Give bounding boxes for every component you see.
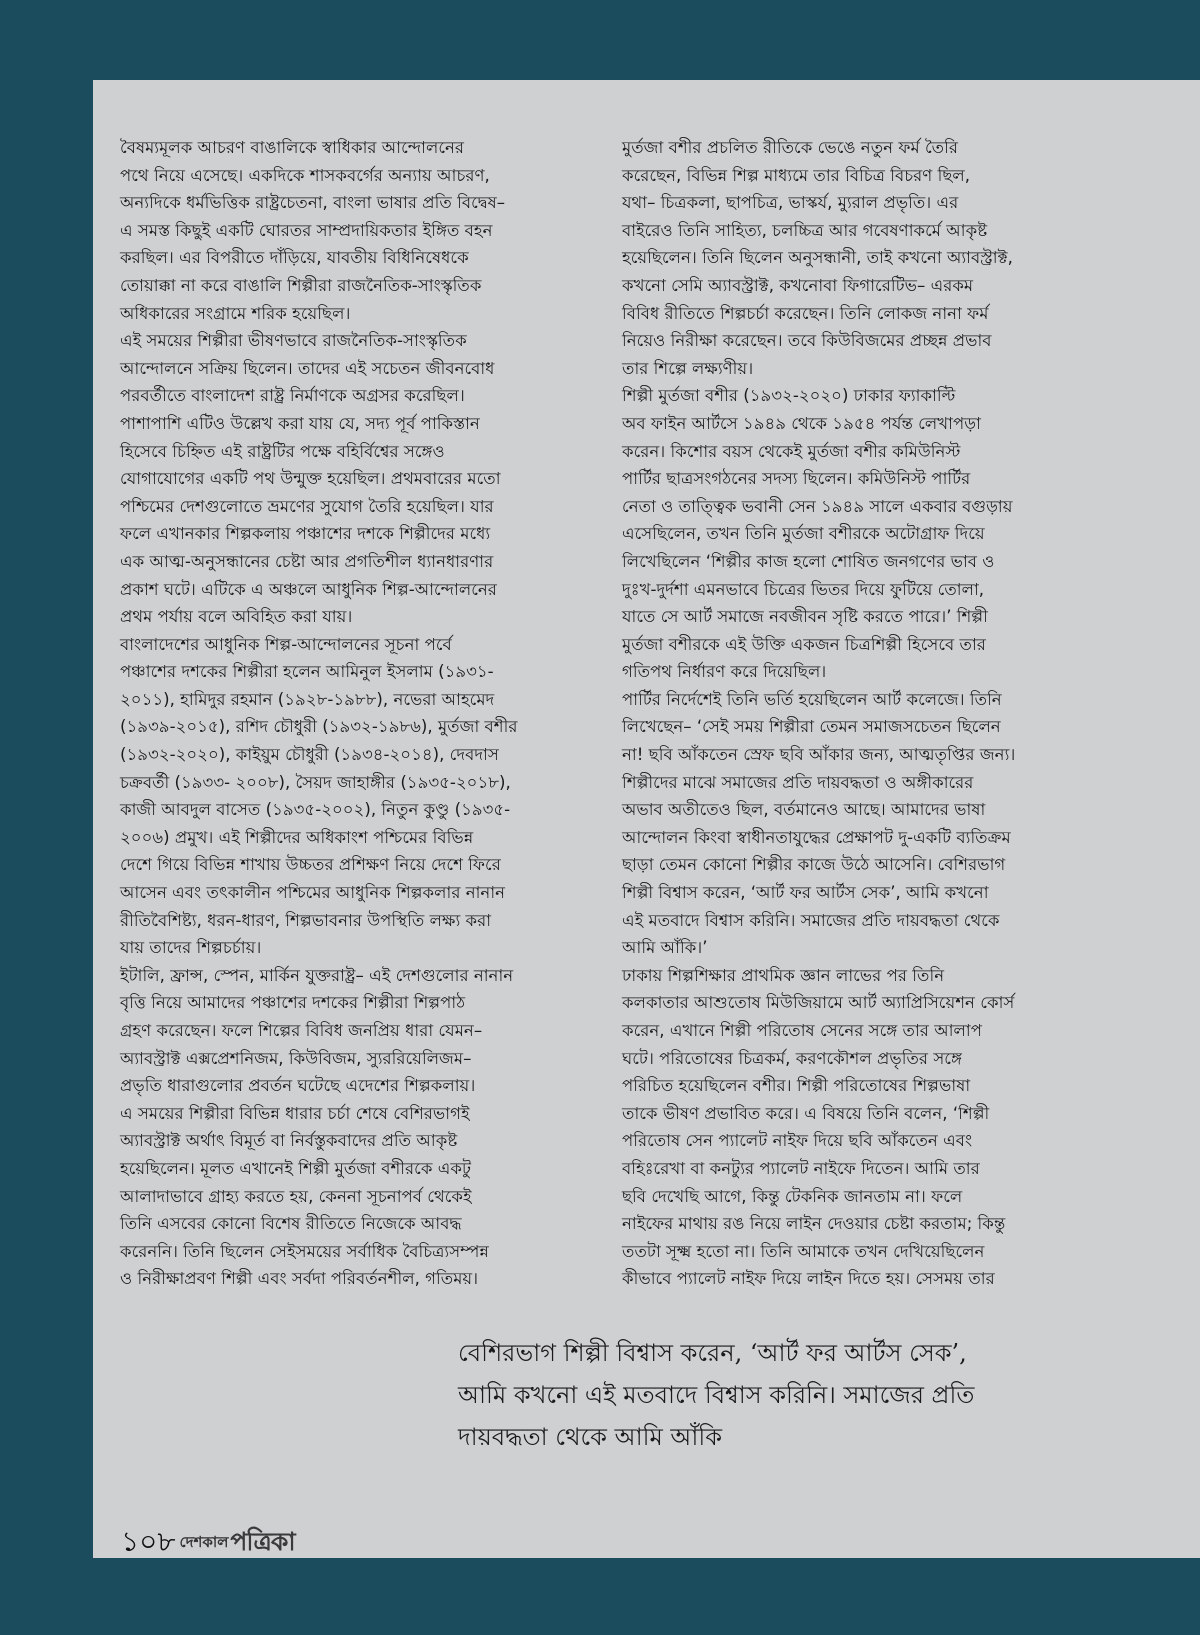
article-text-line: প্রথম পর্যায় বলে অবিহিত করা যায়। [120, 607, 353, 627]
pull-quote [458, 1332, 1158, 1458]
article-text-line: বাংলাদেশের আধুনিক শিল্প-আন্দোলনের সূচনা পর্বে [120, 634, 452, 654]
article-text-line: শিল্পী মুর্তজা বশীর (১৯৩২-২০২০) ঢাকার ফ্যাকাল্টি [622, 386, 956, 406]
article-text-line: ইটালি, ফ্রান্স, স্পেন, মার্কিন যুক্তরাষ্ট্র– এই দেশগুলোর নানান [120, 965, 514, 985]
article-text-line: ২০১১), হামিদুর রহমান (১৯২৮-১৯৮৮), নভেরা আহমেদ [120, 689, 495, 709]
article-text-line: পরিতোষ সেন প্যালেট নাইফ দিয়ে ছবি আঁকতেন এবং [622, 1131, 973, 1151]
article-text-line: করেননি। তিনি ছিলেন সেইসময়ের সর্বাধিক বৈচিত্র্যসম্পন্ন [120, 1241, 489, 1261]
article-text-line: গ্রহণ করেছেন। ফলে শিল্পের বিবিধ জনপ্রিয় ধারা যেমন– [120, 1021, 483, 1040]
article-text-line: শিল্পীদের মাঝে সমাজের প্রতি দায়বদ্ধতা ও অঙ্গীকারের [622, 772, 974, 792]
article-text-line: বাইরেও তিনি সাহিত্য, চলচ্চিত্র আর গবেষণাকর্মে আকৃষ্ট [622, 220, 988, 240]
article-text-line: আলাদাভাবে গ্রাহ্য করতে হয়, কেননা সূচনাপর্ব থেকেই [120, 1186, 472, 1206]
article-text-line: করছিল। এর বিপরীতে দাঁড়িয়ে, যাবতীয় বিধিনিষেধকে [120, 248, 469, 268]
magazine-logo [180, 1522, 295, 1565]
article-text-line: ফলে এখানকার শিল্পকলায় পঞ্চাশের দশকে শিল্পীদের মধ্যে [120, 524, 491, 544]
article-text-line: লিখেছেন– ‘সেই সময় শিল্পীরা তেমন সমাজসচেতন ছিলেন [622, 717, 1001, 737]
article-text-line: ২০০৬) প্রমুখ। এই শিল্পীদের অধিকাংশ পশ্চিমের বিভিন্ন [120, 827, 474, 847]
article-text-line: করেন, এখানে শিল্পী পরিতোষ সেনের সঙ্গে তার আলাপ [622, 1021, 983, 1040]
page-number: ১০৮ [121, 1525, 176, 1558]
article-text-line: যথা– চিত্রকলা, ছাপচিত্র, ভাস্কর্য, ম্যুরাল প্রভৃতি। এর [622, 193, 959, 213]
article-text-line: (১৯৩২-২০২০), কাইয়ুম চৌধুরী (১৯৩৪-২০১৪), দেবদাস [120, 745, 499, 765]
article-text-line: অভাব অতীতেও ছিল, বর্তমানেও আছে। আমাদের ভাষা [622, 800, 986, 820]
article-text-line: ঘটে। পরিতোষের চিত্রকর্ম, করণকৌশল প্রভৃতির সঙ্গে [622, 1048, 962, 1068]
article-text-line: হয়েছিলেন। মূলত এখানেই শিল্পী মুর্তজা বশীরকে একটু [120, 1158, 472, 1178]
article-text-line: এই সময়ের শিল্পীরা ভীষণভাবে রাজনৈতিক-সাংস্কৃতিক [120, 331, 467, 351]
article-text-line: আসেন এবং তৎকালীন পশ্চিমের আধুনিক শিল্পকলার নানান [120, 883, 506, 903]
article-text-line: কীভাবে প্যালেট নাইফ দিয়ে লাইন দিতে হয়। সেসময় তার [622, 1269, 995, 1289]
article-text-line: প্রভৃতি ধারাগুলোর প্রবর্তন ঘটেছে এদেশের শিল্পকলায়। [120, 1076, 476, 1096]
article-text-line: ছবি দেখেছি আগে, কিন্তু টেকনিক জানতাম না। ফলে [622, 1186, 963, 1206]
article-text-line: পঞ্চাশের দশকের শিল্পীরা হলেন আমিনুল ইসলাম (১৯৩১- [120, 662, 494, 682]
article-text-line: তাকে ভীষণ প্রভাবিত করে। এ বিষয়ে তিনি বলেন, ‘শিল্পী [622, 1103, 990, 1123]
article-text-line: ততটা সূক্ষ্ম হতো না। তিনি আমাকে তখন দেখিয়েছিলেন [622, 1241, 985, 1261]
article-text-line: অব ফাইন আর্টসে ১৯৪৯ থেকে ১৯৫৪ পর্যন্ত লেখাপড়া [622, 413, 981, 433]
article-text-line: অন্যদিকে ধর্মভিত্তিক রাষ্ট্রচেতনা, বাংলা ভাষার প্রতি বিদ্বেষ– [120, 193, 506, 213]
article-text-line: অ্যাবস্ট্রাক্ট অর্থাৎ বিমূর্ত বা নির্বস্তুকবাদের প্রতি আকৃষ্ট [120, 1131, 458, 1151]
article-text-line: নাইফের মাথায় রঙ নিয়ে লাইন দেওয়ার চেষ্টা করতাম; কিন্তু [622, 1214, 1006, 1234]
article-text-line: গতিপথ নির্ধারণ করে দিয়েছিল। [622, 662, 827, 682]
article-text-line: ঢাকায় শিল্পশিক্ষার প্রাথমিক জ্ঞান লাভের পর তিনি [622, 965, 945, 985]
article-text-line: এই মতবাদে বিশ্বাস করিনি। সমাজের প্রতি দায়বদ্ধতা থেকে [622, 910, 1000, 930]
article-text-line: পরবর্তীতে বাংলাদেশ রাষ্ট্র নির্মাণকে অগ্রসর করেছিল। [120, 386, 465, 406]
article-text-line: দেশে গিয়ে বিভিন্ন শাখায় উচ্চতর প্রশিক্ষণ নিয়ে দেশে ফিরে [120, 855, 501, 875]
article-text-line: শিল্পী বিশ্বাস করেন, ‘আর্ট ফর আর্টস সেক’, আমি কখনো [622, 883, 989, 903]
article-text-line: মুর্তজা বশীর প্রচলিত রীতিকে ভেঙে নতুন ফর্ম তৈরি [622, 138, 958, 157]
article-text-line: বহিঃরেখা বা কনট্যুর প্যালেট নাইফে দিতেন। আমি তার [622, 1158, 980, 1178]
article-text-line: আন্দোলন কিংবা স্বাধীনতাযুদ্ধের প্রেক্ষাপট দু-একটি ব্যতিক্রম [622, 827, 1011, 847]
article-text-line: প্রকাশ ঘটে। এটিকে এ অঞ্চলে আধুনিক শিল্প-আন্দোলনের [120, 579, 497, 599]
article-text-line: পার্টির নির্দেশেই তিনি ভর্তি হয়েছিলেন আর্ট কলেজে। তিনি [622, 689, 1002, 709]
article-text-line: চক্রবর্তী (১৯৩৩- ২০০৮), সৈয়দ জাহাঙ্গীর (১৯৩৫-২০১৮), [120, 772, 511, 792]
article-text-line: এ সমস্ত কিছুই একটি ঘোরতর সাম্প্রদায়িকতার ইঙ্গিত বহন [120, 220, 493, 240]
article-text-line: বৈষম্যমূলক আচরণ বাঙালিকে স্বাধিকার আন্দোলনের [120, 138, 465, 157]
article-text-line: পরিচিত হয়েছিলেন বশীর। শিল্পী পরিতোষের শিল্পভাষা [622, 1076, 971, 1096]
article-text-line: আমি আঁকি।’ [622, 938, 708, 958]
article-text-line: ও নিরীক্ষাপ্রবণ শিল্পী এবং সর্বদা পরিবর্তনশীল, গতিময়। [120, 1269, 479, 1289]
pull-quote-line: বেশিরভাগ শিল্পী বিশ্বাস করেন, ‘আর্ট ফর আর্টস সেক’, [458, 1339, 967, 1367]
pull-quote-line: দায়বদ্ধতা থেকে আমি আঁকি [458, 1423, 723, 1451]
article-text-line: পশ্চিমের দেশগুলোতে ভ্রমণের সুযোগ তৈরি হয়েছিল। যার [120, 496, 494, 516]
article-text-line: যোগাযোগের একটি পথ উন্মুক্ত হয়েছিল। প্রথমবারের মতো [120, 469, 501, 489]
article-text-line: যাতে সে আর্ট সমাজে নবজীবন সৃষ্টি করতে পারে।’ শিল্পী [622, 607, 988, 627]
article-text-line: নেতা ও তাত্ত্বিক ভবানী সেন ১৯৪৯ সালে একবার বগুড়ায় [622, 496, 1013, 516]
article-text-line: লিখেছিলেন ‘শিল্পীর কাজ হলো শোষিত জনগণের ভাব ও [622, 551, 995, 571]
article-text-line: পার্টির ছাত্রসংগঠনের সদস্য ছিলেন। কমিউনিস্ট পার্টির [622, 469, 971, 489]
article-text-line: অধিকারের সংগ্রামে শরিক হয়েছিল। [120, 303, 351, 323]
article-text-line: এসেছিলেন, তখন তিনি মুর্তজা বশীরকে অটোগ্রাফ দিয়ে [622, 524, 985, 544]
article-text-line: তার শিল্পে লক্ষ্যণীয়। [622, 358, 754, 378]
article-text-line: এক আত্ম-অনুসন্ধানের চেষ্টা আর প্রগতিশীল ধ্যানধারণার [120, 551, 494, 571]
page-footer [121, 1520, 295, 1567]
article-text-line: আন্দোলনে সক্রিয় ছিলেন। তাদের এই সচেতন জীবনবোধ [120, 358, 495, 378]
article-text-line: মুর্তজা বশীরকে এই উক্তি একজন চিত্রশিল্পী হিসেবে তার [622, 634, 986, 654]
magazine-page [93, 80, 1200, 1558]
logo-small-text: দেশকাল [179, 1533, 229, 1551]
article-text-line: কলকাতার আশুতোষ মিউজিয়ামে আর্ট অ্যাপ্রিসিয়েশন কোর্স [622, 993, 1015, 1013]
article-text-line: না! ছবি আঁকতেন স্রেফ ছবি আঁকার জন্য, আত্মতৃপ্তির জন্য। [622, 745, 1016, 765]
article-column-left [120, 134, 586, 1293]
article-text-line: কখনো সেমি অ্যাবস্ট্রাক্ট, কখনোবা ফিগারেটিভ– এরকম [622, 275, 974, 295]
article-column-right [622, 134, 1092, 1293]
article-text-line: পথে নিয়ে এসেছে। একদিকে শাসকবর্গের অন্যায় আচরণ, [120, 165, 490, 185]
article-text-line: করেছেন, বিভিন্ন শিল্প মাধ্যমে তার বিচিত্র বিচরণ ছিল, [622, 165, 971, 185]
article-text-line: নিয়েও নিরীক্ষা করেছেন। তবে কিউবিজমের প্রচ্ছন্ন প্রভাব [622, 331, 992, 351]
article-text-line: কাজী আবদুল বাসেত (১৯৩৫-২০০২), নিতুন কুণ্ডু (১৯৩৫- [120, 800, 511, 820]
article-text-line: এ সময়ের শিল্পীরা বিভিন্ন ধারার চর্চা শেষে বেশিরভাগই [120, 1103, 470, 1123]
article-text-line: হিসেবে চিহ্নিত এই রাষ্ট্রটির পক্ষে বহির্বিশ্বের সঙ্গেও [120, 441, 445, 461]
article-text-line: যায় তাদের শিল্পচর্চায়। [120, 938, 262, 958]
article-text-line: (১৯৩৯-২০১৫), রশিদ চৌধুরী (১৯৩২-১৯৮৬), মুর্তজা বশীর [120, 717, 518, 737]
article-text-line: অ্যাবস্ট্রাক্ট এক্সপ্রেশনিজম, কিউবিজম, স্যুররিয়েলিজম– [120, 1048, 472, 1068]
article-text-line: তিনি এসবের কোনো বিশেষ রীতিতে নিজেকে আবদ্ধ [120, 1214, 462, 1234]
article-text-line: বিবিধ রীতিতে শিল্পচর্চা করেছেন। তিনি লোকজ নানা ফর্ম [622, 303, 989, 323]
article-text-line: দুঃখ-দুর্দশা এমনভাবে চিত্রের ভিতর দিয়ে ফুটিয়ে তোলা, [622, 579, 985, 599]
article-text-line: তোয়াক্কা না করে বাঙালি শিল্পীরা রাজনৈতিক-সাংস্কৃতিক [120, 275, 482, 295]
article-text-line: বৃত্তি নিয়ে আমাদের পঞ্চাশের দশকের শিল্পীরা শিল্পপাঠ [120, 993, 466, 1013]
article-text-line: হয়েছিলেন। তিনি ছিলেন অনুসন্ধানী, তাই কখনো অ্যাবস্ট্রাক্ট, [622, 248, 1013, 268]
article-text-line: রীতিবৈশিষ্ট্য, ধরন-ধারণ, শিল্পভাবনার উপস্থিতি লক্ষ্য করা [120, 910, 492, 930]
article-text-line: করেন। কিশোর বয়স থেকেই মুর্তজা বশীর কমিউনিস্ট [622, 441, 961, 461]
article-text-line: পাশাপাশি এটিও উল্লেখ করা যায় যে, সদ্য পূর্ব পাকিস্তান [120, 413, 480, 433]
logo-big-text: পত্রিকা [230, 1527, 295, 1556]
article-text-line: ছাড়া তেমন কোনো শিল্পীর কাজে উঠে আসেনি। বেশিরভাগ [622, 855, 1006, 875]
pull-quote-line: আমি কখনো এই মতবাদে বিশ্বাস করিনি। সমাজের প্রতি [458, 1381, 975, 1409]
